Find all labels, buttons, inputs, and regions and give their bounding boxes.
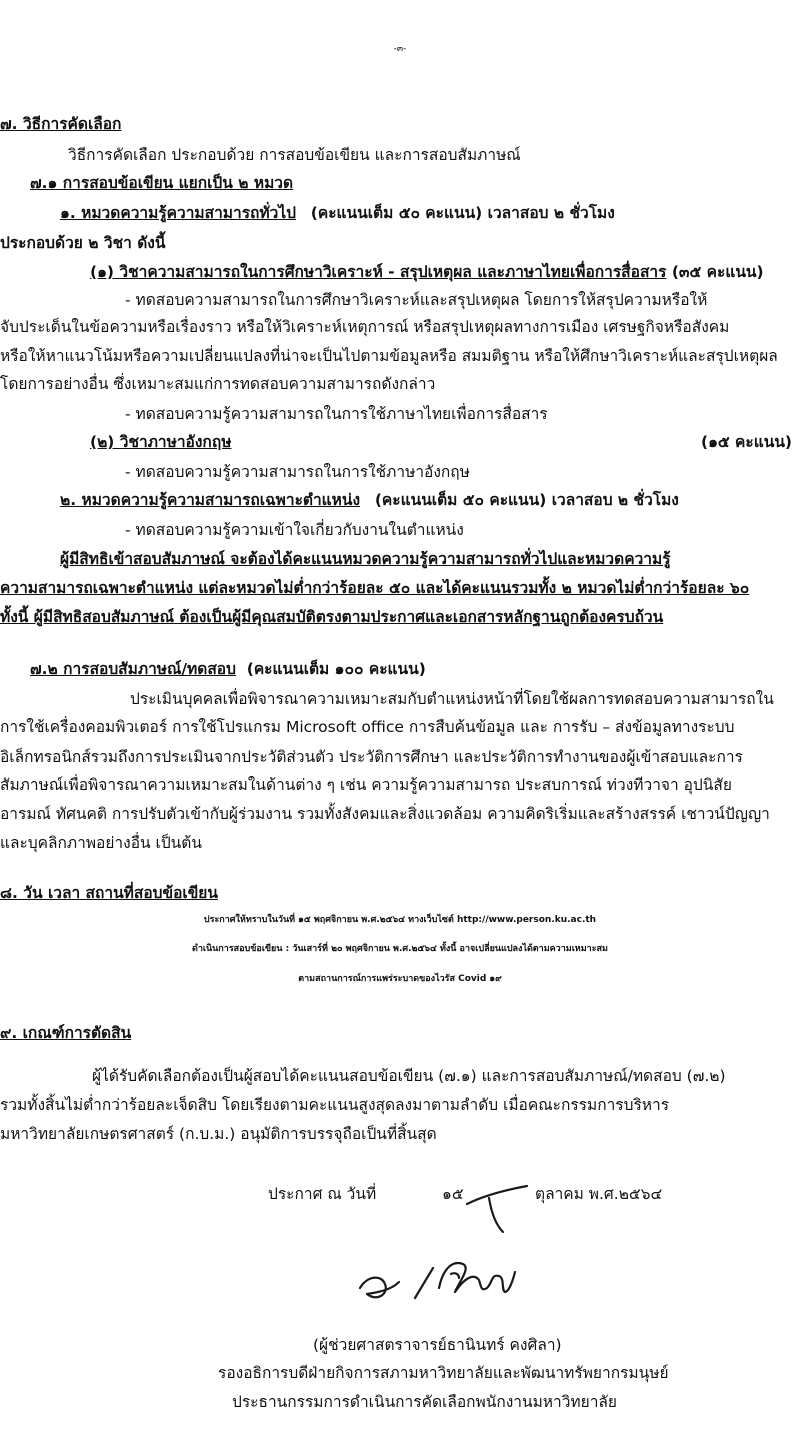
category-1-detail: (คะแนนเต็ม ๕๐ คะแนน) เวลาสอบ ๒ ชั่วโมง (310, 204, 615, 222)
category-1-line-2: ประกอบด้วย ๒ วิชา ดังนี้ (0, 234, 166, 252)
subject-1-title: (๑) วิชาความสามารถในการศึกษาวิเคราะห์ - สรุปเหตุผล และภาษาไทยเพื่อการสื่อสาร (90, 263, 667, 281)
section-8-line-1: ประกาศให้ทราบในวันที่ ๑๕ พฤศจิกายน พ.ศ.๒๕๖๔ ทางเว็บไซต์ http://www.person.ku.ac.th (203, 915, 597, 925)
section-7-2-text-1: ประเมินบุคคลเพื่อพิจารณาความเหมาะสมกับตำแหน่งหน้าที่โดยใช้ผลการทดสอบความสามารถใน (130, 690, 774, 708)
page-number: -๓- (393, 44, 407, 54)
announcement-month-year: ตุลาคม พ.ศ.๒๕๖๔ (535, 1185, 663, 1203)
subject-1-bullet-1-line-1: - ทดสอบความสามารถในการศึกษาวิเคราะห์และสรุปเหตุผล โดยการให้สรุปความหรือให้ (125, 291, 708, 309)
category-2-detail: (คะแนนเต็ม ๕๐ คะแนน) เวลาสอบ ๒ ชั่วโมง (374, 491, 679, 509)
handwritten-signature (355, 1180, 555, 1310)
subject-2-title: (๒) วิชาภาษาอังกฤษ (90, 433, 232, 451)
section-7-2-text-6: และบุคลิกภาพอย่างอื่น เป็นต้น (0, 834, 202, 852)
subject-1-points: (๓๕ คะแนน) (671, 263, 764, 281)
section-7-1-heading: ๗.๑ การสอบข้อเขียน แยกเป็น ๒ หมวด (30, 174, 294, 192)
qualification-line-3: ทั้งนี้ ผู้มีสิทธิสอบสัมภาษณ์ ต้องเป็นผู้มีคุณสมบัติตรงตามประกาศและเอกสารหลักฐานถูกต้องครบถ้วน (0, 608, 664, 626)
category-2-bullet-1: - ทดสอบความรู้ความเข้าใจเกี่ยวกับงานในตำแหน่ง (125, 521, 464, 539)
section-8-line-2: ดำเนินการสอบข้อเขียน : วันเสาร์ที่ ๒๐ พฤศจิกายน พ.ศ.๒๕๖๔ ทั้งนี้ อาจเปลี่ยนแปลงได้ตามความเหมาะสม (192, 944, 608, 954)
subject-1-bullet-1-line-4: โดยการอย่างอื่น ซึ่งเหมาะสมแก่การทดสอบความสามารถดังกล่าว (0, 375, 436, 393)
section-9-line-2: รวมทั้งสิ้นไม่ต่ำกว่าร้อยละเจ็ดสิบ โดยเรียงตามคะแนนสูงสุดลงมาตามลำดับ เมื่อคณะกรรมการบริหาร (0, 1096, 670, 1114)
category-1-label: ๑. หมวดความรู้ความสามารถทั่วไป (60, 204, 296, 222)
announcement-day: ๑๕ (442, 1185, 464, 1203)
subject-2-bullet-1: - ทดสอบความรู้ความสามารถในการใช้ภาษาอังกฤษ (125, 463, 470, 481)
section-7-2-text-3: อิเล็กทรอนิกส์รวมถึงการประเมินจากประวัติส่วนตัว ประวัติการศึกษา และประวัติการทำงานของผู้เข้าสอบและการ (0, 748, 743, 766)
section-7-2-text-5: อารมณ์ ทัศนคติ การปรับตัวเข้ากับผู้ร่วมงาน รวมทั้งสังคมและสิ่งแวดล้อม ความคิดริเริ่มและสร้างสรรค์ เชาวน์ปัญญา (0, 805, 770, 823)
section-7-2-label: ๗.๒ การสอบสัมภาษณ์/ทดสอบ (30, 660, 236, 678)
section-8-line-3: ตามสถานการณ์การแพร่ระบาดของไวรัส Covid ๑๙ (298, 974, 502, 984)
subject-1-bullet-1-line-2: จับประเด็นในข้อความหรือเรื่องราว หรือให้วิเคราะห์เหตุการณ์ หรือสรุปเหตุผลทางการเมือง เศรษฐกิจหรือสังคม (0, 318, 730, 336)
announcement-prefix: ประกาศ ณ วันที่ (268, 1185, 377, 1203)
subject-2-points: (๑๕ คะแนน) (700, 433, 792, 451)
section-9-line-1: ผู้ได้รับคัดเลือกต้องเป็นผู้สอบได้คะแนนสอบข้อเขียน (๗.๑) และการสอบสัมภาษณ์/ทดสอบ (๗.๒) (92, 1067, 726, 1085)
section-9-heading: ๙. เกณฑ์การตัดสิน (0, 1024, 132, 1042)
category-1-line (60, 204, 615, 223)
subject-1-bullet-1-line-3: หรือให้หาแนวโน้มหรือความเปลี่ยนแปลงที่น่าจะเป็นไปตามข้อมูลหรือ สมมติฐาน หรือให้ศึกษาวิเคราะห์และสรุปเหตุผล (0, 347, 778, 365)
category-2-line (60, 491, 679, 510)
section-8-heading: ๘. วัน เวลา สถานที่สอบข้อเขียน (0, 884, 218, 902)
subject-1-bullet-2: - ทดสอบความรู้ความสามารถในการใช้ภาษาไทยเพื่อการสื่อสาร (125, 405, 548, 423)
signatory-name: (ผู้ช่วยศาสตราจารย์ธานินทร์ คงศิลา) (313, 1336, 562, 1354)
section-7-heading: ๗. วิธีการคัดเลือก (0, 115, 122, 133)
section-7-2-text-4: สัมภาษณ์เพื่อพิจารณาความเหมาะสมในด้านต่าง ๆ เช่น ความรู้ความสามารถ ประสบการณ์ ท่วงทีวาจา อุปนิสัย (0, 776, 732, 794)
signatory-title-2: ประธานกรรมการดำเนินการคัดเลือกพนักงานมหาวิทยาลัย (232, 1393, 618, 1411)
qualification-line-2: ความสามารถเฉพาะตำแหน่ง แต่ละหมวดไม่ต่ำกว่าร้อยละ ๕๐ และได้คะแนนรวมทั้ง ๒ หมวดไม่ต่ำกว่าร้อยละ ๖๐ (0, 579, 750, 597)
signatory-title-1: รองอธิการบดีฝ่ายกิจการสภามหาวิทยาลัยและพัฒนาทรัพยากรมนุษย์ (218, 1364, 669, 1382)
section-7-2-line (30, 660, 426, 679)
section-7-2-text-2: การใช้เครื่องคอมพิวเตอร์ การใช้โปรแกรม Microsoft office การสืบค้นข้อมูล และ การรับ – ส่งข้อมูลทางระบบ (0, 718, 735, 736)
section-7-intro: วิธีการคัดเลือก ประกอบด้วย การสอบข้อเขียน และการสอบสัมภาษณ์ (68, 146, 521, 164)
subject-1-line (90, 263, 764, 282)
category-2-label: ๒. หมวดความรู้ความสามารถเฉพาะตำแหน่ง (60, 491, 361, 509)
section-9-line-3: มหาวิทยาลัยเกษตรศาสตร์ (ก.บ.ม.) อนุมัติการบรรจุถือเป็นที่สิ้นสุด (0, 1125, 437, 1143)
section-7-2-detail: (คะแนนเต็ม ๑๐๐ คะแนน) (246, 660, 426, 678)
qualification-line-1: ผู้มีสิทธิเข้าสอบสัมภาษณ์ จะต้องได้คะแนนหมวดความรู้ความสามารถทั่วไปและหมวดความรู้ (60, 550, 671, 568)
